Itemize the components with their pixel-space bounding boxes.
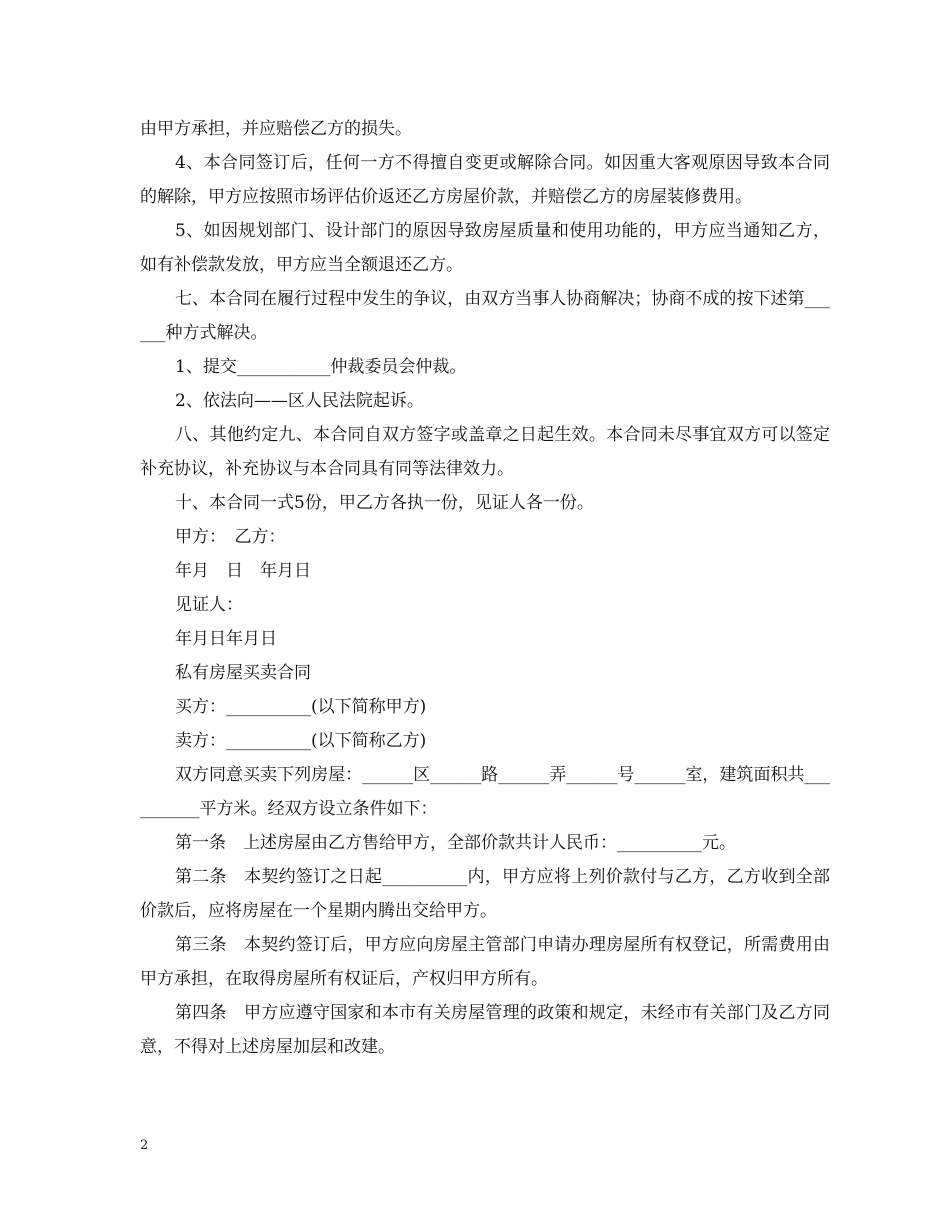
paragraph: 4、本合同签订后，任何一方不得擅自变更或解除合同。如因重大客观原因导致本合同的解除，甲方应按照市场评估价返还乙方房屋价款，并赔偿乙方的房屋装修费用。 (140, 153, 830, 207)
witness-line: 见证人： (175, 595, 243, 615)
paragraph: 双方同意买卖下列房屋：______区______路______弄______号______室，建筑面积共__________平方米。经双方设立条件如下： (140, 765, 830, 819)
date-line: 年月 日 年月日 (175, 561, 311, 581)
paragraph: 七、本合同在履行过程中发生的争议，由双方当事人协商解决；协商不成的按下述第______种方式解决。 (140, 289, 830, 343)
contract-title: 私有房屋买卖合同 (175, 663, 311, 683)
paragraph: 八、其他约定九、本合同自双方签字或盖章之日起生效。本合同未尽事宜双方可以签定补充协议，补充协议与本合同具有同等法律效力。 (140, 425, 830, 479)
signature-line: 甲方： 乙方： (175, 527, 286, 547)
article: 第四条 甲方应遵守国家和本市有关房屋管理的政策和规定，未经市有关部门及乙方同意，不得对上述房屋加层和改建。 (140, 1003, 830, 1057)
paragraph: 十、本合同一式5份，甲乙方各执一份，见证人各一份。 (175, 493, 594, 513)
paragraph: 1、提交___________仲裁委员会仲裁。 (175, 357, 467, 377)
date-line: 年月日年月日 (175, 629, 277, 649)
article: 第一条 上述房屋由乙方售给甲方，全部价款共计人民币：__________元。 (175, 833, 736, 853)
article: 第三条 本契约签订后，甲方应向房屋主管部门申请办理房屋所有权登记，所需费用由甲方承担，在取得房屋所有权证后，产权归甲方所有。 (140, 935, 830, 989)
article: 第二条 本契约签订之日起__________内，甲方应将上列价款付与乙方，乙方收到全部价款后，应将房屋在一个星期内腾出交给甲方。 (140, 867, 830, 921)
page-number: 2 (140, 1138, 149, 1153)
paragraph: 2、依法向——区人民法院起诉。 (175, 391, 424, 411)
paragraph: 由甲方承担，并应赔偿乙方的损失。 (140, 119, 412, 139)
document-body (140, 112, 830, 1064)
seller-line: 卖方：__________(以下简称乙方) (175, 731, 427, 751)
buyer-line: 买方：__________(以下简称甲方) (175, 697, 427, 717)
paragraph: 5、如因规划部门、设计部门的原因导致房屋质量和使用功能的，甲方应当通知乙方，如有补偿款发放，甲方应当全额退还乙方。 (140, 221, 830, 275)
